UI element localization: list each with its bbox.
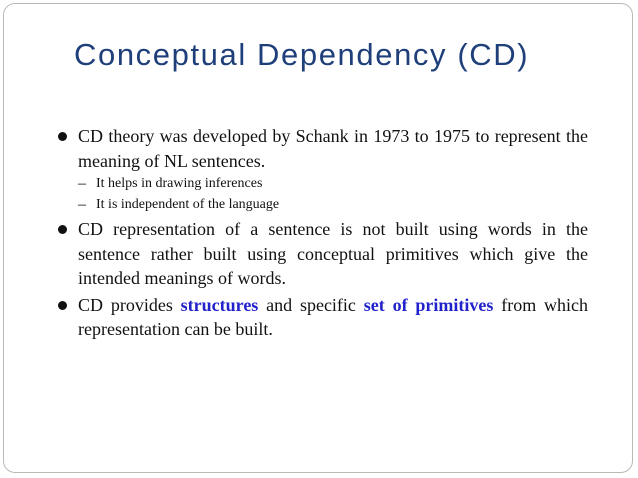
sub-bullet-item [56,194,588,215]
bullet-dot [58,301,67,310]
dash-marker: – [78,175,86,192]
bullet-item [56,124,588,173]
bullet-item [56,217,588,291]
bullet-text-after: from which representation can be built. [78,294,589,339]
bullet-item [56,293,588,342]
bullet-text: CD representation of a sentence is not built using words in the sentence rather built using conceptual primitives which give the intended meanings of words. [78,219,588,288]
slide-title: Conceptual Dependency (CD) [74,37,530,72]
bullet-text-middle: and specific [258,294,364,315]
sub-bullet-text: It helps in drawing inferences [96,176,263,191]
highlight-set-of-primitives: set of primitives [363,294,494,315]
highlight-structures: structures [180,294,259,315]
bullet-text-before: CD provides [78,294,181,315]
sub-bullet-item [56,173,588,194]
slide-content [56,124,588,342]
dash-marker: – [78,196,86,213]
bullet-text: CD theory was developed by Schank in 1973 to 1975 to represent the meaning of NL sentences. [78,126,588,171]
sub-bullet-text: It is independent of the language [96,197,280,212]
bullet-dot [58,132,67,141]
slide-frame [3,3,633,473]
bullet-dot [58,225,67,234]
